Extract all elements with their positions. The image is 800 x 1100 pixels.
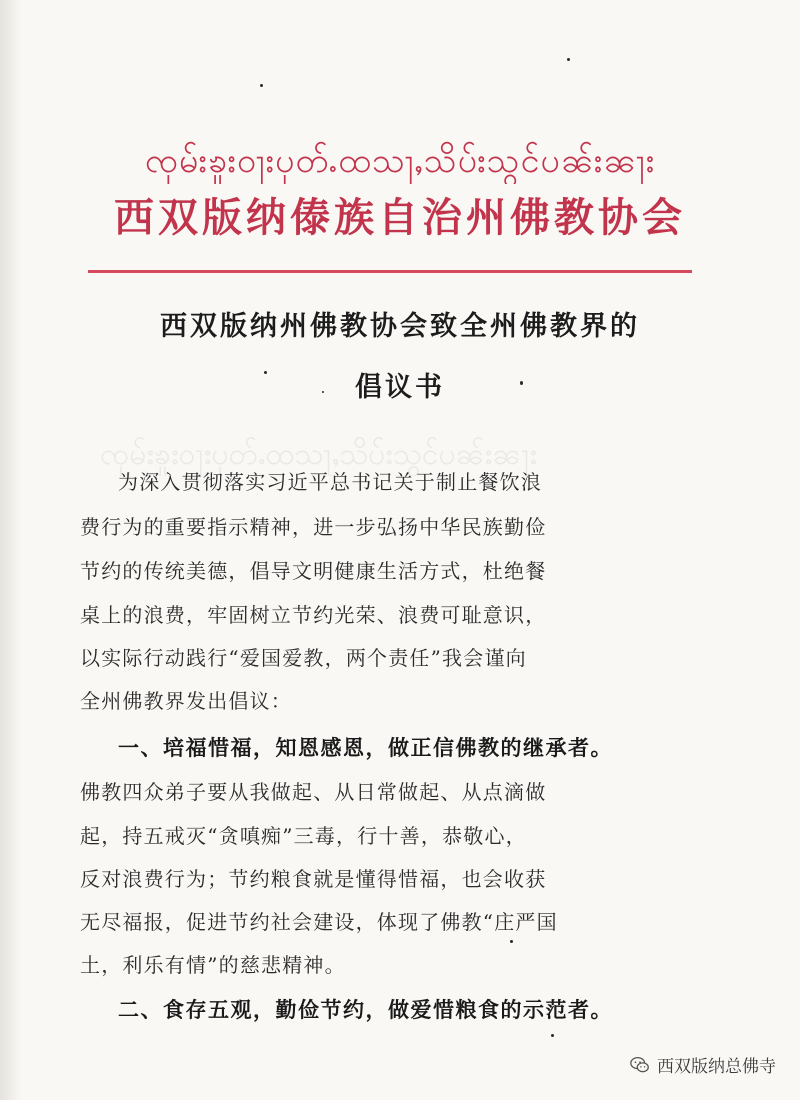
wechat-account-name: 西双版纳总佛寺 bbox=[657, 1057, 776, 1077]
body-line: 佛教四众弟子要从我做起、从日常做起、从点滴做 bbox=[80, 780, 547, 804]
wechat-icon bbox=[629, 1054, 651, 1076]
body-line: 无尽福报，促进节约社会建设，体现了佛教“庄严国 bbox=[80, 910, 558, 934]
body-line: 起，持五戒灭“贪嗔痴”三毒，行十善，恭敬心， bbox=[80, 824, 527, 848]
bleed-through-watermark: ၸုမ်းၶူးဝႃးပုတ်ႉထသႃႇသိပ်းသွင်ပၼ်းၼႃး bbox=[100, 437, 538, 472]
scan-speck bbox=[551, 1034, 554, 1037]
scan-speck bbox=[510, 940, 513, 943]
body-line: 桌上的浪费，牢固树立节约光荣、浪费可耻意识， bbox=[80, 603, 547, 627]
scan-speck bbox=[520, 381, 523, 385]
scan-speck bbox=[264, 371, 267, 374]
document-title-line-1: 西双版纳州佛教协会致全州佛教界的 bbox=[160, 311, 640, 342]
org-name-chinese: 西双版纳傣族自治州佛教协会 bbox=[114, 194, 686, 241]
section-heading-2: 二、食存五观，勤俭节约，做爱惜粮食的示范者。 bbox=[118, 997, 613, 1022]
body-line: 为深入贯彻落实习近平总书记关于制止餐饮浪 bbox=[118, 470, 542, 494]
header-divider bbox=[88, 270, 692, 273]
section-heading-1: 一、培福惜福，知恩感恩，做正信佛教的继承者。 bbox=[118, 735, 613, 760]
body-line: 土，利乐有情”的慈悲精神。 bbox=[80, 953, 346, 977]
scan-speck bbox=[322, 391, 324, 393]
body-line: 全州佛教界发出倡议： bbox=[80, 689, 292, 713]
document-title-line-2: 倡议书 bbox=[355, 372, 445, 403]
scan-speck bbox=[567, 58, 570, 61]
wechat-account-watermark bbox=[629, 1052, 776, 1077]
body-line: 反对浪费行为；节约粮食就是懂得惜福，也会收获 bbox=[80, 867, 547, 891]
org-name-dai-script: ၸုမ်းၶူးဝႃးပုတ်ႉထသႃႇသိပ်းသွင်ပၼ်းၼႃး bbox=[144, 141, 656, 181]
body-line: 以实际行动践行“爱国爱教，两个责任”我会谨向 bbox=[80, 646, 527, 670]
body-line: 节约的传统美德，倡导文明健康生活方式，杜绝餐 bbox=[80, 559, 547, 583]
body-line: 费行为的重要指示精神，进一步弘扬中华民族勤俭 bbox=[80, 515, 547, 539]
scan-speck bbox=[260, 84, 263, 87]
